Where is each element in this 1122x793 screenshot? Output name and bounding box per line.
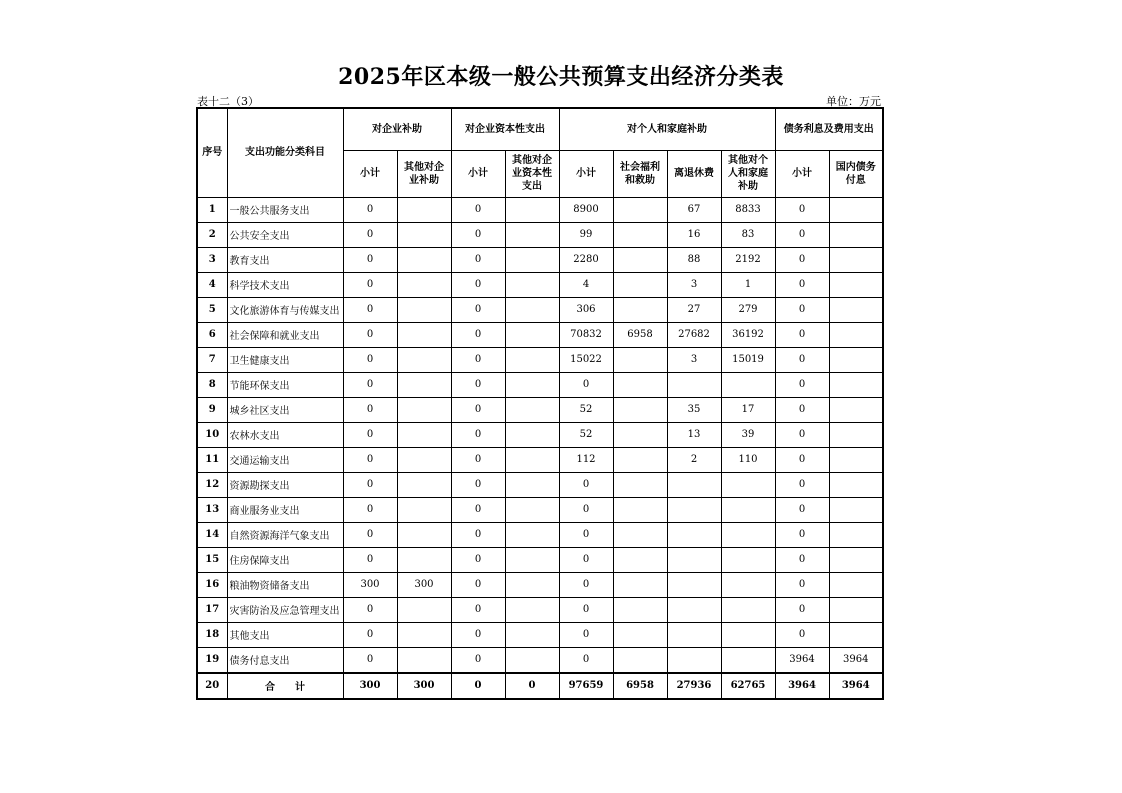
row-seq: 6 (197, 322, 227, 347)
cell-c9: 0 (775, 422, 829, 447)
cell-c5: 70832 (559, 322, 613, 347)
header-group-enterprise-subsidy: 对企业补助 (343, 108, 451, 150)
cell-c1: 0 (343, 222, 397, 247)
cell-c1: 0 (343, 547, 397, 572)
cell-c8 (721, 472, 775, 497)
row-category-name: 公共安全支出 (227, 222, 343, 247)
cell-c1: 0 (343, 522, 397, 547)
cell-c2 (397, 397, 451, 422)
cell-c3: 0 (451, 247, 505, 272)
cell-c9: 0 (775, 497, 829, 522)
row-seq: 17 (197, 597, 227, 622)
cell-c1: 300 (343, 572, 397, 597)
cell-c7 (667, 372, 721, 397)
cell-c6 (613, 422, 667, 447)
header-g1-other: 其他对企业补助 (397, 150, 451, 197)
cell-c7: 13 (667, 422, 721, 447)
row-seq: 14 (197, 522, 227, 547)
cell-c10 (829, 622, 883, 647)
cell-c7: 2 (667, 447, 721, 472)
cell-c6 (613, 622, 667, 647)
row-category-name: 资源勘探支出 (227, 472, 343, 497)
cell-c1: 0 (343, 397, 397, 422)
row-seq: 1 (197, 197, 227, 222)
row-seq: 12 (197, 472, 227, 497)
cell-c10 (829, 322, 883, 347)
cell-c2: 300 (397, 572, 451, 597)
cell-c8: 1 (721, 272, 775, 297)
cell-c5: 2280 (559, 247, 613, 272)
cell-c3: 0 (451, 597, 505, 622)
cell-c9: 0 (775, 622, 829, 647)
cell-c7: 27682 (667, 322, 721, 347)
cell-c1: 0 (343, 597, 397, 622)
table-row (197, 597, 883, 622)
cell-c2 (397, 422, 451, 447)
cell-c4 (505, 572, 559, 597)
table-row (197, 497, 883, 522)
cell-c7: 16 (667, 222, 721, 247)
table-row (197, 247, 883, 272)
cell-c3: 0 (451, 422, 505, 447)
cell-c4 (505, 197, 559, 222)
cell-c5: 112 (559, 447, 613, 472)
cell-c9: 0 (775, 572, 829, 597)
cell-c7 (667, 497, 721, 522)
cell-c7 (667, 547, 721, 572)
cell-c3: 0 (451, 397, 505, 422)
row-category-name: 一般公共服务支出 (227, 197, 343, 222)
cell-c3: 0 (451, 497, 505, 522)
cell-c6 (613, 647, 667, 673)
cell-c2 (397, 247, 451, 272)
cell-c3: 0 (451, 522, 505, 547)
cell-c3: 0 (451, 447, 505, 472)
cell-c10 (829, 572, 883, 597)
cell-c1: 0 (343, 297, 397, 322)
table-row (197, 572, 883, 597)
cell-c9: 0 (775, 222, 829, 247)
cell-c6 (613, 372, 667, 397)
cell-c6 (613, 597, 667, 622)
cell-c10 (829, 397, 883, 422)
cell-c10 (829, 222, 883, 247)
cell-c8 (721, 522, 775, 547)
cell-c9: 0 (775, 347, 829, 372)
expenditure-table (196, 107, 884, 700)
cell-c2 (397, 472, 451, 497)
cell-c3: 0 (451, 572, 505, 597)
cell-c8: 279 (721, 297, 775, 322)
table-row (197, 547, 883, 572)
table-row (197, 322, 883, 347)
cell-c7: 27 (667, 297, 721, 322)
header-group-household-subsidy: 对个人和家庭补助 (559, 108, 775, 150)
cell-c5: 52 (559, 397, 613, 422)
cell-c5: 8900 (559, 197, 613, 222)
cell-c10 (829, 472, 883, 497)
cell-c4: 0 (505, 673, 559, 699)
table-row (197, 222, 883, 247)
cell-c7 (667, 597, 721, 622)
cell-c6 (613, 247, 667, 272)
cell-c1: 0 (343, 447, 397, 472)
cell-c5: 306 (559, 297, 613, 322)
cell-c7: 67 (667, 197, 721, 222)
cell-c9: 0 (775, 372, 829, 397)
cell-c9: 0 (775, 597, 829, 622)
cell-c1: 0 (343, 247, 397, 272)
cell-c4 (505, 247, 559, 272)
cell-c5: 52 (559, 422, 613, 447)
cell-c7 (667, 622, 721, 647)
cell-c9: 0 (775, 322, 829, 347)
row-seq: 15 (197, 547, 227, 572)
cell-c4 (505, 497, 559, 522)
cell-c6 (613, 547, 667, 572)
cell-c8: 8833 (721, 197, 775, 222)
table-row (197, 272, 883, 297)
row-seq: 9 (197, 397, 227, 422)
cell-c4 (505, 297, 559, 322)
row-category-name: 节能环保支出 (227, 372, 343, 397)
row-category-name: 卫生健康支出 (227, 347, 343, 372)
cell-c4 (505, 622, 559, 647)
row-seq: 4 (197, 272, 227, 297)
cell-c7: 3 (667, 347, 721, 372)
cell-c6 (613, 522, 667, 547)
cell-c5: 99 (559, 222, 613, 247)
cell-c4 (505, 422, 559, 447)
header-category: 支出功能分类科目 (227, 108, 343, 197)
table-row (197, 297, 883, 322)
cell-c5: 97659 (559, 673, 613, 699)
header-g4-subtotal: 小计 (775, 150, 829, 197)
row-category-name: 商业服务业支出 (227, 497, 343, 522)
row-seq: 7 (197, 347, 227, 372)
row-seq: 11 (197, 447, 227, 472)
cell-c5: 0 (559, 572, 613, 597)
cell-c2 (397, 272, 451, 297)
table-row (197, 647, 883, 673)
cell-c6 (613, 447, 667, 472)
cell-c2 (397, 197, 451, 222)
page-title: 2025年区本级一般公共预算支出经济分类表 (338, 64, 784, 90)
cell-c1: 0 (343, 472, 397, 497)
total-row (197, 673, 883, 699)
cell-c3: 0 (451, 547, 505, 572)
cell-c3: 0 (451, 472, 505, 497)
cell-c8 (721, 547, 775, 572)
header-g3-other: 其他对个人和家庭补助 (721, 150, 775, 197)
header-g3-retire: 离退休费 (667, 150, 721, 197)
cell-c6 (613, 222, 667, 247)
header-g4-domestic: 国内债务付息 (829, 150, 883, 197)
cell-c10 (829, 347, 883, 372)
cell-c1: 0 (343, 272, 397, 297)
cell-c4 (505, 472, 559, 497)
table-row (197, 622, 883, 647)
cell-c9: 3964 (775, 647, 829, 673)
cell-c8 (721, 647, 775, 673)
cell-c2 (397, 297, 451, 322)
cell-c1: 0 (343, 347, 397, 372)
cell-c2 (397, 647, 451, 673)
cell-c10 (829, 272, 883, 297)
cell-c3: 0 (451, 322, 505, 347)
row-seq: 16 (197, 572, 227, 597)
cell-c10 (829, 547, 883, 572)
cell-c3: 0 (451, 297, 505, 322)
table-body (197, 197, 883, 699)
table-row (197, 522, 883, 547)
cell-c7 (667, 572, 721, 597)
row-seq: 20 (197, 673, 227, 699)
cell-c10 (829, 197, 883, 222)
cell-c8: 17 (721, 397, 775, 422)
cell-c2 (397, 622, 451, 647)
row-category-name: 粮油物资储备支出 (227, 572, 343, 597)
cell-c8: 15019 (721, 347, 775, 372)
cell-c7: 88 (667, 247, 721, 272)
table-row (197, 422, 883, 447)
cell-c9: 0 (775, 247, 829, 272)
row-category-name: 教育支出 (227, 247, 343, 272)
cell-c8: 36192 (721, 322, 775, 347)
row-seq: 19 (197, 647, 227, 673)
row-category-name: 自然资源海洋气象支出 (227, 522, 343, 547)
cell-c2: 300 (397, 673, 451, 699)
cell-c5: 0 (559, 522, 613, 547)
cell-c2 (397, 522, 451, 547)
table-row (197, 347, 883, 372)
header-g2-subtotal: 小计 (451, 150, 505, 197)
cell-c10 (829, 522, 883, 547)
cell-c6: 6958 (613, 322, 667, 347)
cell-c6 (613, 497, 667, 522)
cell-c6 (613, 347, 667, 372)
row-category-name: 交通运输支出 (227, 447, 343, 472)
cell-c9: 0 (775, 272, 829, 297)
table-number: 表十二（3） (197, 95, 259, 108)
cell-c5: 0 (559, 647, 613, 673)
cell-c9: 0 (775, 297, 829, 322)
cell-c4 (505, 397, 559, 422)
cell-c5: 15022 (559, 347, 613, 372)
cell-c7 (667, 472, 721, 497)
cell-c1: 0 (343, 497, 397, 522)
cell-c4 (505, 547, 559, 572)
row-category-name: 合 计 (227, 673, 343, 699)
cell-c1: 300 (343, 673, 397, 699)
cell-c3: 0 (451, 673, 505, 699)
header-g3-subtotal: 小计 (559, 150, 613, 197)
cell-c9: 0 (775, 447, 829, 472)
cell-c10 (829, 497, 883, 522)
cell-c10: 3964 (829, 647, 883, 673)
cell-c4 (505, 272, 559, 297)
cell-c6 (613, 397, 667, 422)
row-category-name: 科学技术支出 (227, 272, 343, 297)
cell-c4 (505, 347, 559, 372)
row-category-name: 社会保障和就业支出 (227, 322, 343, 347)
cell-c8 (721, 572, 775, 597)
cell-c7: 35 (667, 397, 721, 422)
cell-c2 (397, 497, 451, 522)
cell-c7 (667, 647, 721, 673)
row-category-name: 灾害防治及应急管理支出 (227, 597, 343, 622)
cell-c8: 83 (721, 222, 775, 247)
row-category-name: 债务付息支出 (227, 647, 343, 673)
cell-c3: 0 (451, 197, 505, 222)
cell-c6 (613, 297, 667, 322)
row-category-name: 城乡社区支出 (227, 397, 343, 422)
cell-c3: 0 (451, 372, 505, 397)
cell-c5: 0 (559, 497, 613, 522)
cell-c1: 0 (343, 197, 397, 222)
header-g2-other: 其他对企业资本性支出 (505, 150, 559, 197)
cell-c1: 0 (343, 322, 397, 347)
cell-c4 (505, 597, 559, 622)
cell-c9: 0 (775, 547, 829, 572)
row-seq: 18 (197, 622, 227, 647)
cell-c4 (505, 322, 559, 347)
cell-c7 (667, 522, 721, 547)
cell-c4 (505, 222, 559, 247)
row-category-name: 住房保障支出 (227, 547, 343, 572)
header-seq: 序号 (197, 108, 227, 197)
cell-c10 (829, 447, 883, 472)
cell-c6 (613, 572, 667, 597)
row-category-name: 文化旅游体育与传媒支出 (227, 297, 343, 322)
cell-c1: 0 (343, 622, 397, 647)
table-row (197, 197, 883, 222)
cell-c4 (505, 447, 559, 472)
cell-c9: 3964 (775, 673, 829, 699)
cell-c5: 4 (559, 272, 613, 297)
cell-c1: 0 (343, 647, 397, 673)
cell-c5: 0 (559, 597, 613, 622)
header-group-enterprise-capital: 对企业资本性支出 (451, 108, 559, 150)
cell-c7: 27936 (667, 673, 721, 699)
table-row (197, 397, 883, 422)
row-category-name: 农林水支出 (227, 422, 343, 447)
cell-c4 (505, 647, 559, 673)
header-g3-welfare: 社会福利和救助 (613, 150, 667, 197)
cell-c9: 0 (775, 197, 829, 222)
cell-c5: 0 (559, 547, 613, 572)
header-group-debt-interest: 债务利息及费用支出 (775, 108, 883, 150)
cell-c1: 0 (343, 422, 397, 447)
row-category-name: 其他支出 (227, 622, 343, 647)
cell-c6: 6958 (613, 673, 667, 699)
cell-c9: 0 (775, 522, 829, 547)
table-row (197, 372, 883, 397)
cell-c2 (397, 222, 451, 247)
cell-c5: 0 (559, 622, 613, 647)
row-seq: 5 (197, 297, 227, 322)
row-seq: 10 (197, 422, 227, 447)
cell-c9: 0 (775, 472, 829, 497)
cell-c4 (505, 522, 559, 547)
cell-c8 (721, 372, 775, 397)
row-seq: 3 (197, 247, 227, 272)
header-g1-subtotal: 小计 (343, 150, 397, 197)
cell-c2 (397, 372, 451, 397)
cell-c8: 110 (721, 447, 775, 472)
cell-c10 (829, 372, 883, 397)
cell-c10: 3964 (829, 673, 883, 699)
cell-c2 (397, 597, 451, 622)
cell-c6 (613, 197, 667, 222)
cell-c8: 2192 (721, 247, 775, 272)
cell-c9: 0 (775, 397, 829, 422)
cell-c5: 0 (559, 472, 613, 497)
cell-c10 (829, 422, 883, 447)
cell-c6 (613, 272, 667, 297)
cell-c2 (397, 347, 451, 372)
row-seq: 13 (197, 497, 227, 522)
cell-c3: 0 (451, 347, 505, 372)
cell-c10 (829, 597, 883, 622)
unit-label: 单位：万元 (826, 95, 881, 108)
cell-c10 (829, 297, 883, 322)
cell-c5: 0 (559, 372, 613, 397)
cell-c1: 0 (343, 372, 397, 397)
cell-c8 (721, 497, 775, 522)
cell-c2 (397, 547, 451, 572)
cell-c8 (721, 597, 775, 622)
table-row (197, 472, 883, 497)
cell-c3: 0 (451, 622, 505, 647)
cell-c3: 0 (451, 272, 505, 297)
table-row (197, 447, 883, 472)
cell-c2 (397, 447, 451, 472)
cell-c8 (721, 622, 775, 647)
cell-c4 (505, 372, 559, 397)
cell-c8: 62765 (721, 673, 775, 699)
cell-c7: 3 (667, 272, 721, 297)
cell-c3: 0 (451, 222, 505, 247)
row-seq: 2 (197, 222, 227, 247)
cell-c3: 0 (451, 647, 505, 673)
cell-c10 (829, 247, 883, 272)
cell-c6 (613, 472, 667, 497)
cell-c8: 39 (721, 422, 775, 447)
row-seq: 8 (197, 372, 227, 397)
cell-c2 (397, 322, 451, 347)
